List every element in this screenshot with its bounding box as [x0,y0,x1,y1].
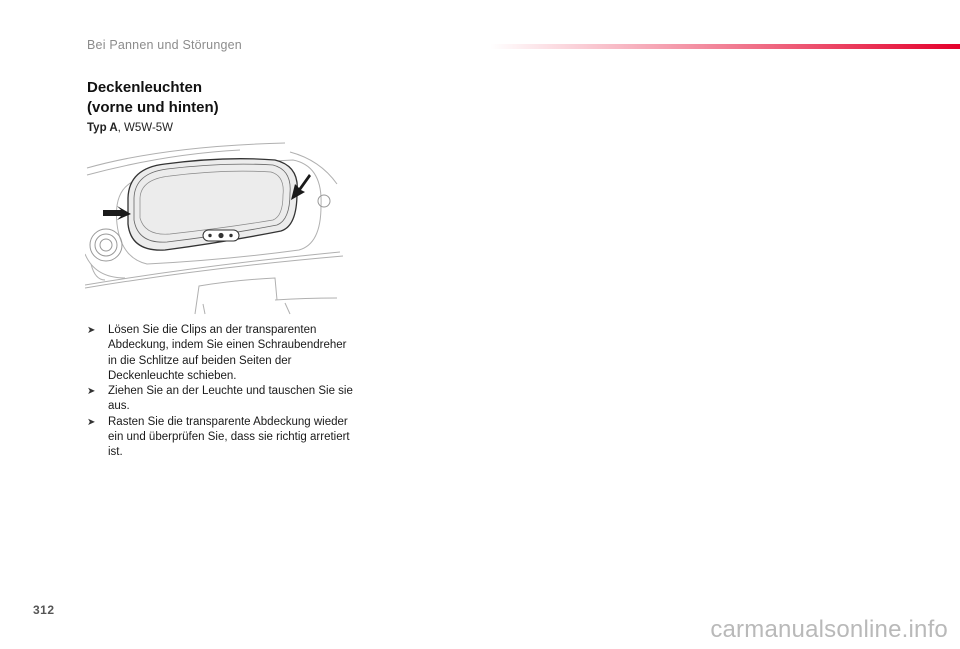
instruction-list [87,323,357,461]
list-item: ➤ Rasten Sie die transparente Abdeckung wieder ein und überprüfen Sie, dass sie richtig arretiert ist. [87,415,350,459]
arrow-bullet-icon: ➤ [87,325,96,336]
list-item: ➤ Ziehen Sie an der Leuchte und tauschen Sie sie aus. [87,385,353,413]
watermark: carmanualsonline.info [710,616,948,643]
ceiling-light-illustration [85,138,343,316]
list-item: ➤ Lösen Sie die Clips an der transparenten Abdeckung, indem Sie einen Schraubendreher in die Schlitze auf beiden Seiten der Deckenleuchte schieben. [87,324,347,382]
section-header: Bei Pannen und Störungen [87,38,242,52]
header-accent-bar [490,44,960,49]
title-line-2: (vorne und hinten) [87,99,219,116]
lamp-type [87,122,173,134]
lamp-type-value: , W5W-5W [117,122,174,134]
arrow-bullet-icon: ➤ [87,386,96,398]
title-line-1: Deckenleuchten [87,79,203,96]
lamp-type-label: Typ A [87,122,118,134]
page-number: 312 [33,603,55,617]
arrow-bullet-icon: ➤ [87,416,96,428]
page-title [87,78,219,118]
